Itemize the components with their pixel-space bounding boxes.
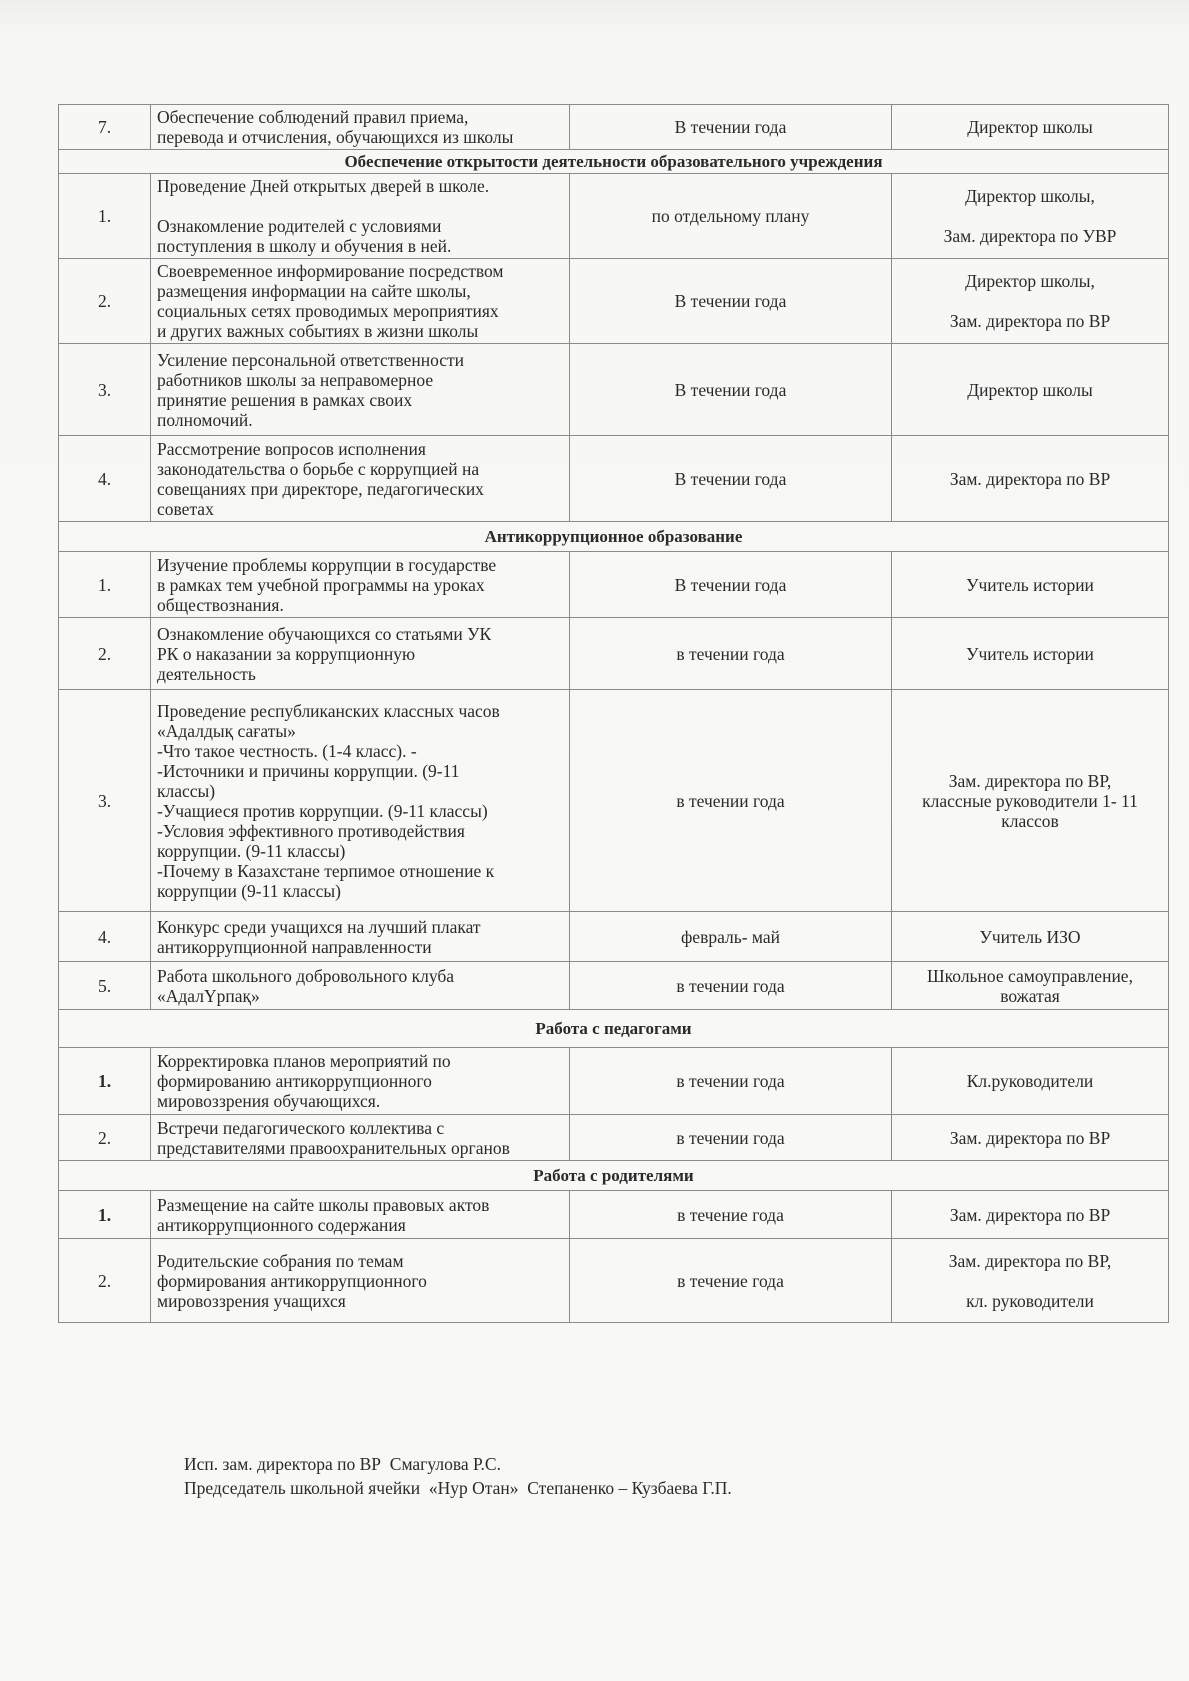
item-action: Конкурс среди учащихся на лучший плакат антикоррупционной направленности [151, 912, 570, 962]
item-responsible: Учитель ИЗО [892, 912, 1169, 962]
item-number: 3. [59, 344, 151, 436]
item-action: Рассмотрение вопросов исполнения законодательства о борьбе с коррупцией на совещаниях при директоре, педагогических советах [151, 436, 570, 522]
table-row [59, 436, 1169, 522]
item-responsible: Учитель истории [892, 552, 1169, 618]
table-row [59, 690, 1169, 912]
table-row [59, 962, 1169, 1010]
table-row [59, 259, 1169, 344]
item-action: Проведение республиканских классных часов «Адалдық сағаты» -Что такое честность. (1-4 класс). - -Источники и причины коррупции. (9-11 классы) -Учащиеся против коррупции. (9-11 классы) -Условия эффективного противодействия коррупции. (9-11 классы) -Почему в Казахстане терпимое отношение к коррупции (9-11 классы) [151, 690, 570, 912]
item-number: 1. [59, 174, 151, 259]
section-title: Работа с родителями [59, 1161, 1169, 1191]
item-action: Изучение проблемы коррупции в государстве в рамках тем учебной программы на уроках обществознания. [151, 552, 570, 618]
section-header-row [59, 1161, 1169, 1191]
table-row [59, 552, 1169, 618]
item-action: Ознакомление обучающихся со статьями УК РК о наказании за коррупционную деятельность [151, 618, 570, 690]
item-number: 4. [59, 436, 151, 522]
item-number: 2. [59, 618, 151, 690]
item-number: 3. [59, 690, 151, 912]
item-number: 7. [59, 105, 151, 150]
item-deadline: в течении года [570, 1115, 892, 1161]
item-action: Обеспечение соблюдений правил приема, перевода и отчисления, обучающихся из школы [151, 105, 570, 150]
item-deadline: в течении года [570, 962, 892, 1010]
signatures [184, 1452, 732, 1500]
signature-line-executor: Исп. зам. директора по ВР Смагулова Р.С. [184, 1454, 501, 1474]
item-deadline: февраль- май [570, 912, 892, 962]
table-row [59, 105, 1169, 150]
item-responsible: Директор школы [892, 344, 1169, 436]
item-deadline: В течении года [570, 259, 892, 344]
item-responsible: Директор школы, Зам. директора по ВР [892, 259, 1169, 344]
item-action: Работа школьного добровольного клуба «АдалҮрпақ» [151, 962, 570, 1010]
item-deadline: в течении года [570, 1048, 892, 1115]
item-responsible: Директор школы [892, 105, 1169, 150]
item-action: Усиление персональной ответственности работников школы за неправомерное принятие решения в рамках своих полномочий. [151, 344, 570, 436]
item-number: 4. [59, 912, 151, 962]
item-responsible: Зам. директора по ВР, классные руководители 1- 11 классов [892, 690, 1169, 912]
table-row [59, 1048, 1169, 1115]
anticorruption-plan-table [58, 104, 1169, 1323]
item-deadline: В течении года [570, 552, 892, 618]
item-number: 2. [59, 1239, 151, 1323]
table-row [59, 1115, 1169, 1161]
section-header-row [59, 1010, 1169, 1048]
item-responsible: Зам. директора по ВР, кл. руководители [892, 1239, 1169, 1323]
item-responsible: Школьное самоуправление, вожатая [892, 962, 1169, 1010]
table-row [59, 344, 1169, 436]
item-deadline: В течении года [570, 105, 892, 150]
item-responsible: Директор школы, Зам. директора по УВР [892, 174, 1169, 259]
item-deadline: В течении года [570, 436, 892, 522]
item-number: 2. [59, 1115, 151, 1161]
item-action: Размещение на сайте школы правовых актов антикоррупционного содержания [151, 1191, 570, 1239]
item-action: Своевременное информирование посредством размещения информации на сайте школы, социальных сетях проводимых мероприятиях и других важных событиях в жизни школы [151, 259, 570, 344]
table-row [59, 1239, 1169, 1323]
item-deadline: в течение года [570, 1191, 892, 1239]
item-action: Родительские собрания по темам формирования антикоррупционного мировоззрения учащихся [151, 1239, 570, 1323]
item-deadline: по отдельному плану [570, 174, 892, 259]
item-action: Корректировка планов мероприятий по формированию антикоррупционного мировоззрения обучающихся. [151, 1048, 570, 1115]
item-responsible: Учитель истории [892, 618, 1169, 690]
item-deadline: в течении года [570, 618, 892, 690]
item-number: 5. [59, 962, 151, 1010]
section-title: Антикоррупционное образование [59, 522, 1169, 552]
section-title: Работа с педагогами [59, 1010, 1169, 1048]
item-action: Проведение Дней открытых дверей в школе. Ознакомление родителей с условиями поступления в школу и обучения в ней. [151, 174, 570, 259]
table-row [59, 1191, 1169, 1239]
section-header-row [59, 522, 1169, 552]
plan-table-body [59, 105, 1169, 1323]
item-responsible: Зам. директора по ВР [892, 1115, 1169, 1161]
item-deadline: в течении года [570, 690, 892, 912]
item-number: 2. [59, 259, 151, 344]
item-responsible: Зам. директора по ВР [892, 1191, 1169, 1239]
item-responsible: Кл.руководители [892, 1048, 1169, 1115]
section-header-row [59, 150, 1169, 174]
item-number: 1. [59, 1191, 151, 1239]
item-responsible: Зам. директора по ВР [892, 436, 1169, 522]
table-row [59, 912, 1169, 962]
item-deadline: в течение года [570, 1239, 892, 1323]
table-row [59, 618, 1169, 690]
item-number: 1. [59, 552, 151, 618]
table-row [59, 174, 1169, 259]
signature-line-chairman: Председатель школьной ячейки «Нур Отан» Степаненко – Кузбаева Г.П. [184, 1478, 732, 1498]
item-number: 1. [59, 1048, 151, 1115]
item-deadline: В течении года [570, 344, 892, 436]
item-action: Встречи педагогического коллектива с представителями правоохранительных органов [151, 1115, 570, 1161]
section-title: Обеспечение открытости деятельности образовательного учреждения [59, 150, 1169, 174]
